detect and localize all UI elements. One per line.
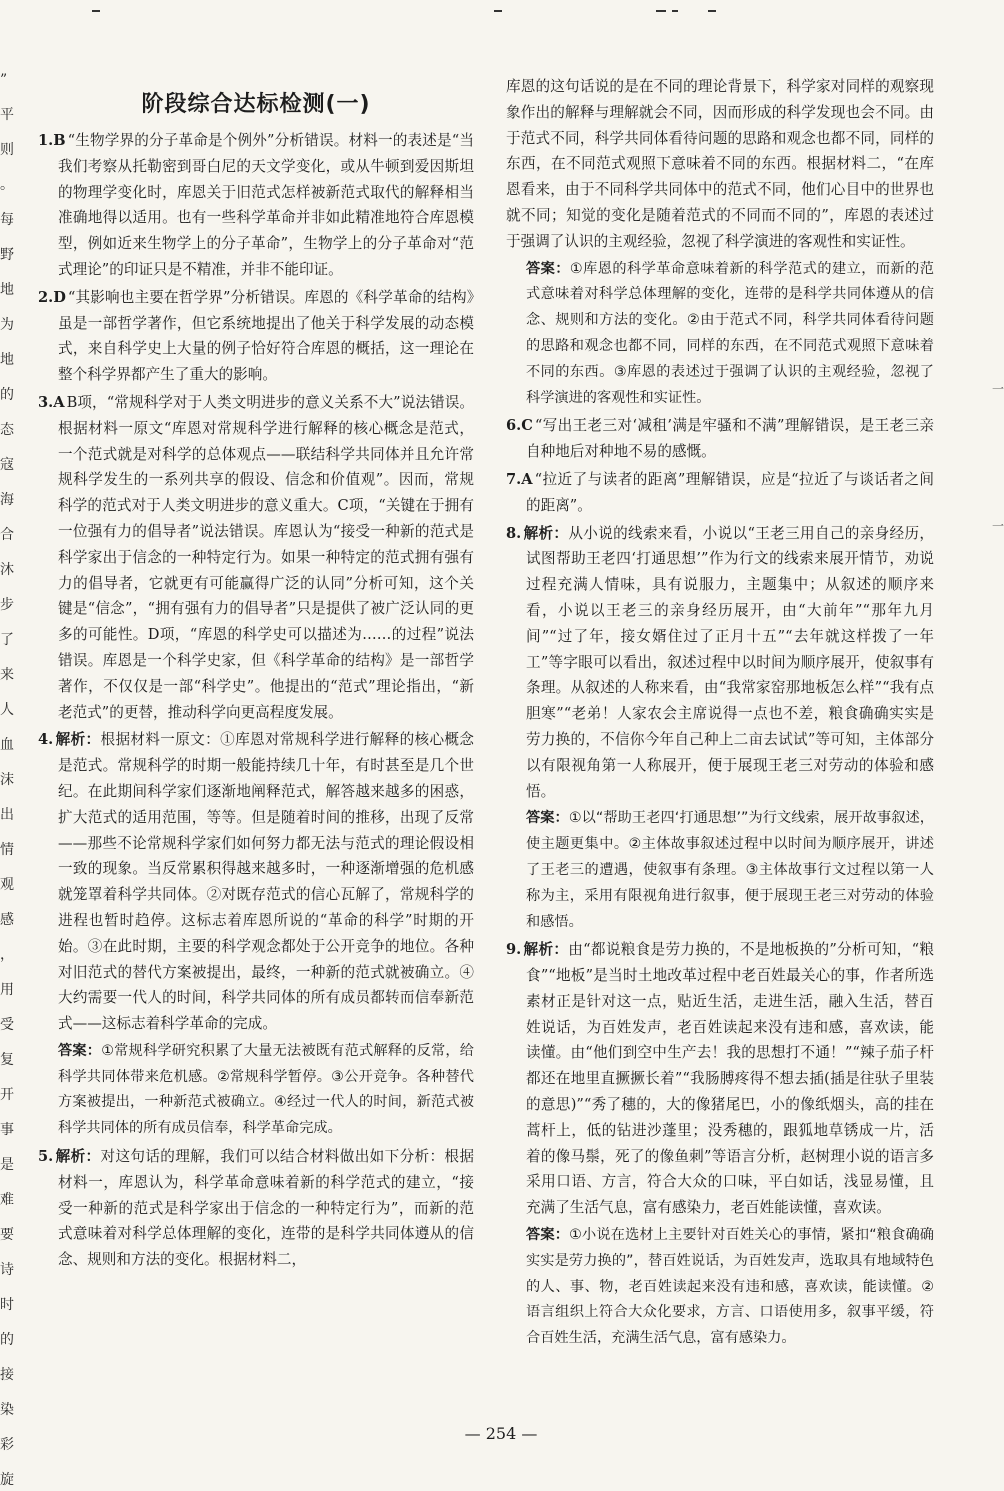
question-item <box>506 467 934 519</box>
edge-char: 血 <box>0 737 14 753</box>
right-column <box>506 74 934 1354</box>
edge-char: 染 <box>0 1402 14 1418</box>
edge-char: 接 <box>0 1367 14 1383</box>
item-text: 由“都说粮食是劳力换的，不是地板换的”分析可知，“粮食”“地板”是当时土地改革过程中老百姓最关心的事，作者所选素材正是针对这一点，贴近生活，走进生活，融入生活，替百姓说话，为百姓发声，老百姓读起来没有违和感，喜欢读，能读懂。由“他们到空中生产去！我的思想打不通！”“辣子茄子杆都还在地里直撅撅长着”“我肠膊疼得不想去插(插是往驮子里装的意思)”“秀了穗的，大的像猪尾巴，小的像纸烟头，高的挂在蒿杆上，低的钻进沙蓬里；没秀穗的，跟狐地草锈成一片，活着的像马鬃，死了的像鱼刺”等语言分析，赵树理小说的语言多采用口语、方言，符合大众的口味，平白如话，浅显易懂，且充满了生活气息，富有感染力，老百姓能读懂，喜欢读。 <box>526 941 934 1217</box>
edge-char: 沐 <box>0 562 14 578</box>
right-items <box>506 74 934 1352</box>
analysis-label: 解析： <box>55 1148 101 1166</box>
item-text: ①常规科学研究积累了大量无法被既有范式解释的反常，给科学共同体带来危机感。②常规科学暂停。③公开竞争。各种替代方案被提出，一种新范式被确立。④经过一代人的时间，新范式被科学共同体的所有成员信奉，科学革命完成。 <box>58 1042 474 1137</box>
item-text: “写出王老三对‘减租’满是牢骚和不满”理解错误，是王老三亲自种地后对种地不易的感慨。 <box>526 417 934 461</box>
edge-char: 复 <box>0 1052 14 1068</box>
edge-mark: 一 <box>992 382 1004 396</box>
edge-mark: 一 <box>992 519 1004 533</box>
edge-char: 感 <box>0 912 14 928</box>
question-item <box>38 727 474 1037</box>
edge-char: 诗 <box>0 1262 14 1278</box>
question-number: 1.B <box>38 132 66 149</box>
question-item <box>506 413 934 465</box>
edge-char: 地 <box>0 282 14 298</box>
answer-label: 答案： <box>58 1042 102 1059</box>
edge-char: 出 <box>0 807 14 823</box>
question-item <box>38 1144 474 1273</box>
edge-char: 海 <box>0 492 14 508</box>
edge-char: 为 <box>0 317 14 333</box>
edge-char: 寇 <box>0 457 14 473</box>
edge-char: 则 <box>0 142 14 158</box>
edge-char: 态 <box>0 422 14 438</box>
edge-char: 受 <box>0 1017 14 1033</box>
edge-char: 人 <box>0 702 14 718</box>
answer-block <box>526 1223 934 1352</box>
question-item <box>38 285 474 388</box>
right-edge-marks <box>992 380 1002 780</box>
question-number: 5. <box>38 1148 54 1166</box>
edge-char: 要 <box>0 1227 14 1243</box>
answer-block <box>526 806 934 935</box>
question-item <box>38 390 474 725</box>
item-text: “拉近了与读者的距离”理解错误，应是“拉近了与谈话者之间的距离”。 <box>526 470 934 514</box>
edge-char: 用 <box>0 982 14 998</box>
edge-char: 野 <box>0 247 14 263</box>
continued-paragraph <box>506 74 934 255</box>
question-number: 9. <box>506 941 522 959</box>
item-text: “其影响也主要在哲学界”分析错误。库恩的《科学革命的结构》虽是一部哲学著作，但它系统地提出了他关于科学发展的动态模式，来自科学史上大量的例子恰好符合库恩的概括，这一理论在整个科学界都产生了重大的影响。 <box>58 288 474 384</box>
edge-char: ， <box>0 947 14 963</box>
item-text: ①库恩的科学革命意味着新的科学范式的建立，而新的范式意味着对科学总体理解的变化，连带的是科学共同体遵从的信念、规则和方法的变化。②由于范式不同，科学共同体看待问题的思路和观念也都不同，同样的东西，在不同范式观照下意味着不同的东西。③库恩的表述过于强调了认识的主观经验，忽视了科学演进的客观性和实证性。 <box>526 260 934 406</box>
item-text: 库恩的这句话说的是在不同的理论背景下，科学家对同样的观察现象作出的解释与理解就会不同，因而形成的科学发现也会不同。由于范式不同，科学共同体看待问题的思路和观念也都不同，同样的东西，在不同范式观照下意味着不同的东西。根据材料二，“在库恩看来，由于不同科学共同体中的范式不同，他们心目中的世界也就不同；知觉的变化是随着范式的不同而不同的”，库恩的表述过于强调了认识的主观经验，忽视了科学演进的客观性和实证性。 <box>506 78 934 250</box>
item-text: 对这句话的理解，我们可以结合材料做出如下分析：根据材料一，库恩认为，科学革命意味着新的科学范式的建立，“接受一种新的范式是科学家出于信念的一种特定行为”，而新的范式意味着对科学总体理解的变化，连带的是科学共同体遵从的信念、规则和方法的变化。根据材料二， <box>58 1148 474 1269</box>
item-text: 从小说的线索来看，小说以“王老三用自己的亲身经历，试图帮助王老四‘打通思想’”作为行文的线索来展开情节，劝说过程充满人情味，具有说服力，主题集中；从叙述的顺序来看，小说以王老三的亲身经历展开，由“大前年”“那年九月间”“过了年，接女婿住过了正月十五”“去年就这样拨了一年工”等字眼可以看出，叙述过程中以时间为顺序展开，使叙事有条理。从叙述的人称来看，由“我常家窑那地板怎么样”“我有点胆寒”“老弟！人家农会主席说得一点也不差，粮食确确实实是劳力换的，不信你今年自己种上二亩去试试”等可知，主体部分以有限视角第一人称展开，便于展现王老三对劳动的体验和感悟。 <box>526 524 934 800</box>
edge-char: 旋 <box>0 1472 14 1488</box>
question-number: 7.A <box>506 470 533 488</box>
edge-char: 是 <box>0 1157 14 1173</box>
edge-char: 了 <box>0 632 14 648</box>
edge-char: 的 <box>0 387 14 403</box>
edge-char: 的 <box>0 1332 14 1348</box>
item-text: ①小说在选材上主要针对百姓关心的事情，紧扣“粮食确确实实是劳力换的”，替百姓说话，为百姓发声，选取具有地域特色的人、事、物，老百姓读起来没有违和感，喜欢读，能读懂。②语言组织上符合大众化要求，方言、口语使用多，叙事平缓，符合百姓生活，充满生活气息，富有感染力。 <box>526 1227 934 1347</box>
question-number: 6.C <box>506 417 533 435</box>
top-margin-marks <box>0 6 1002 18</box>
question-number: 3.A <box>38 393 65 411</box>
edge-char: 彩 <box>0 1437 14 1453</box>
edge-char: 情 <box>0 842 14 858</box>
edge-char: 。 <box>0 177 14 193</box>
edge-char: 时 <box>0 1297 14 1313</box>
item-text: “生物学界的分子革命是个例外”分析错误。材料一的表述是“当我们考察从托勒密到哥白尼的天文学变化，或从牛顿到爱因斯坦的物理学变化时，库恩关于旧范式怎样被新范式取代的解释相当准确地得以适用。也有一些科学革命并非如此精准地符合库恩模型，例如近来生物学上的分子革命”，生物学上的分子革命对“范式理论”的印证只是不精准，并非不能印证。 <box>58 132 474 278</box>
left-items <box>38 128 474 1273</box>
adjacent-page-edge-text <box>0 70 22 1488</box>
analysis-label: 解析： <box>523 941 569 959</box>
edge-char: 沫 <box>0 772 14 788</box>
question-number: 2.D <box>38 288 66 306</box>
edge-char: 观 <box>0 877 14 893</box>
answer-label: 答案： <box>526 810 569 827</box>
answer-label: 答案： <box>526 260 570 277</box>
question-item <box>38 128 474 283</box>
analysis-label: 解析： <box>523 524 569 542</box>
answer-block <box>526 257 934 412</box>
edge-char: 步 <box>0 597 14 613</box>
item-text: 根据材料一原文：①库恩对常规科学进行解释的核心概念是范式。常规科学的时期一般能持续几十年，有时甚至是几个世纪。在此期间科学家们逐渐地阐释范式，解答越来越多的困惑，扩大范式的适用范围，等等。但是随着时间的推移，出现了反常——那些不论常规科学家们如何努力都无法与范式的理论假设相一致的现象。当反常累积得越来越多时，一种逐渐增强的危机感就笼罩着科学共同体。②对既存范式的信心瓦解了，常规科学的进程也暂时趋停。这标志着库恩所说的“革命的科学”时期的开始。③在此时期，主要的科学观念都处于公开竞争的地位。各种对旧范式的替代方案被提出，最终，一种新的范式就被确立。④大约需要一代人的时间，科学共同体的所有成员都转而信奉新范式——这标志着科学革命的完成。 <box>58 731 474 1033</box>
item-text: B项，“常规科学对于人类文明进步的意义关系不大”说法错误。根据材料一原文“库恩对常规科学进行解释的核心概念是范式，一个范式就是对科学的总体观点——联结科学共同体并且允许常规科学发生的一系列共享的假设、信念和价值观”。因而，常规科学的范式对于人类文明进步的意义重大。C项，“关键在于拥有一位强有力的倡导者”说法错误。库恩认为“接受一种新的范式是科学家出于信念的一种特定行为。如果一种特定的范式拥有强有力的倡导者，它就更有可能赢得广泛的认同”分析可知，这个关键是“信念”，“拥有强有力的倡导者”只是提供了被广泛认同的更多的可能性。D项，“库恩的科学史可以描述为……的过程”说法错误。库恩是一个科学史家，但《科学革命的结构》是一部哲学著作，不仅仅是一部“科学史”。他提出的“范式”理论指出，“新老范式”的更替，推动科学向更高程度发展。 <box>58 393 474 721</box>
page-number: — 254 — <box>464 1424 538 1443</box>
question-number: 4. <box>38 731 54 749</box>
answer-label: 答案： <box>526 1227 570 1244</box>
edge-char: 地 <box>0 352 14 368</box>
edge-char: ” <box>0 72 8 88</box>
page-title: 阶段综合达标检测(一) <box>141 92 371 117</box>
analysis-label: 解析： <box>55 731 101 749</box>
question-number: 8. <box>506 524 522 542</box>
edge-char: 事 <box>0 1122 14 1138</box>
answer-block <box>58 1039 474 1142</box>
edge-char: 平 <box>0 107 14 123</box>
edge-char: 开 <box>0 1087 14 1103</box>
question-item <box>506 521 934 805</box>
item-text: ①以“帮助王老四‘打通思想’”为行文线索，展开故事叙述，使主题更集中。②主体故事叙述过程中以时间为顺序展开，讲述了王老三的遭遇，使叙事有条理。③主体故事行文过程以第一人称为主，采用有限视角进行叙事，便于展现王老三对劳动的体验和感悟。 <box>526 810 934 930</box>
question-item <box>506 937 934 1221</box>
left-column <box>38 78 474 1275</box>
edge-char: 来 <box>0 667 14 683</box>
edge-char: 合 <box>0 527 14 543</box>
edge-char: 每 <box>0 212 14 228</box>
edge-char: 难 <box>0 1192 14 1208</box>
